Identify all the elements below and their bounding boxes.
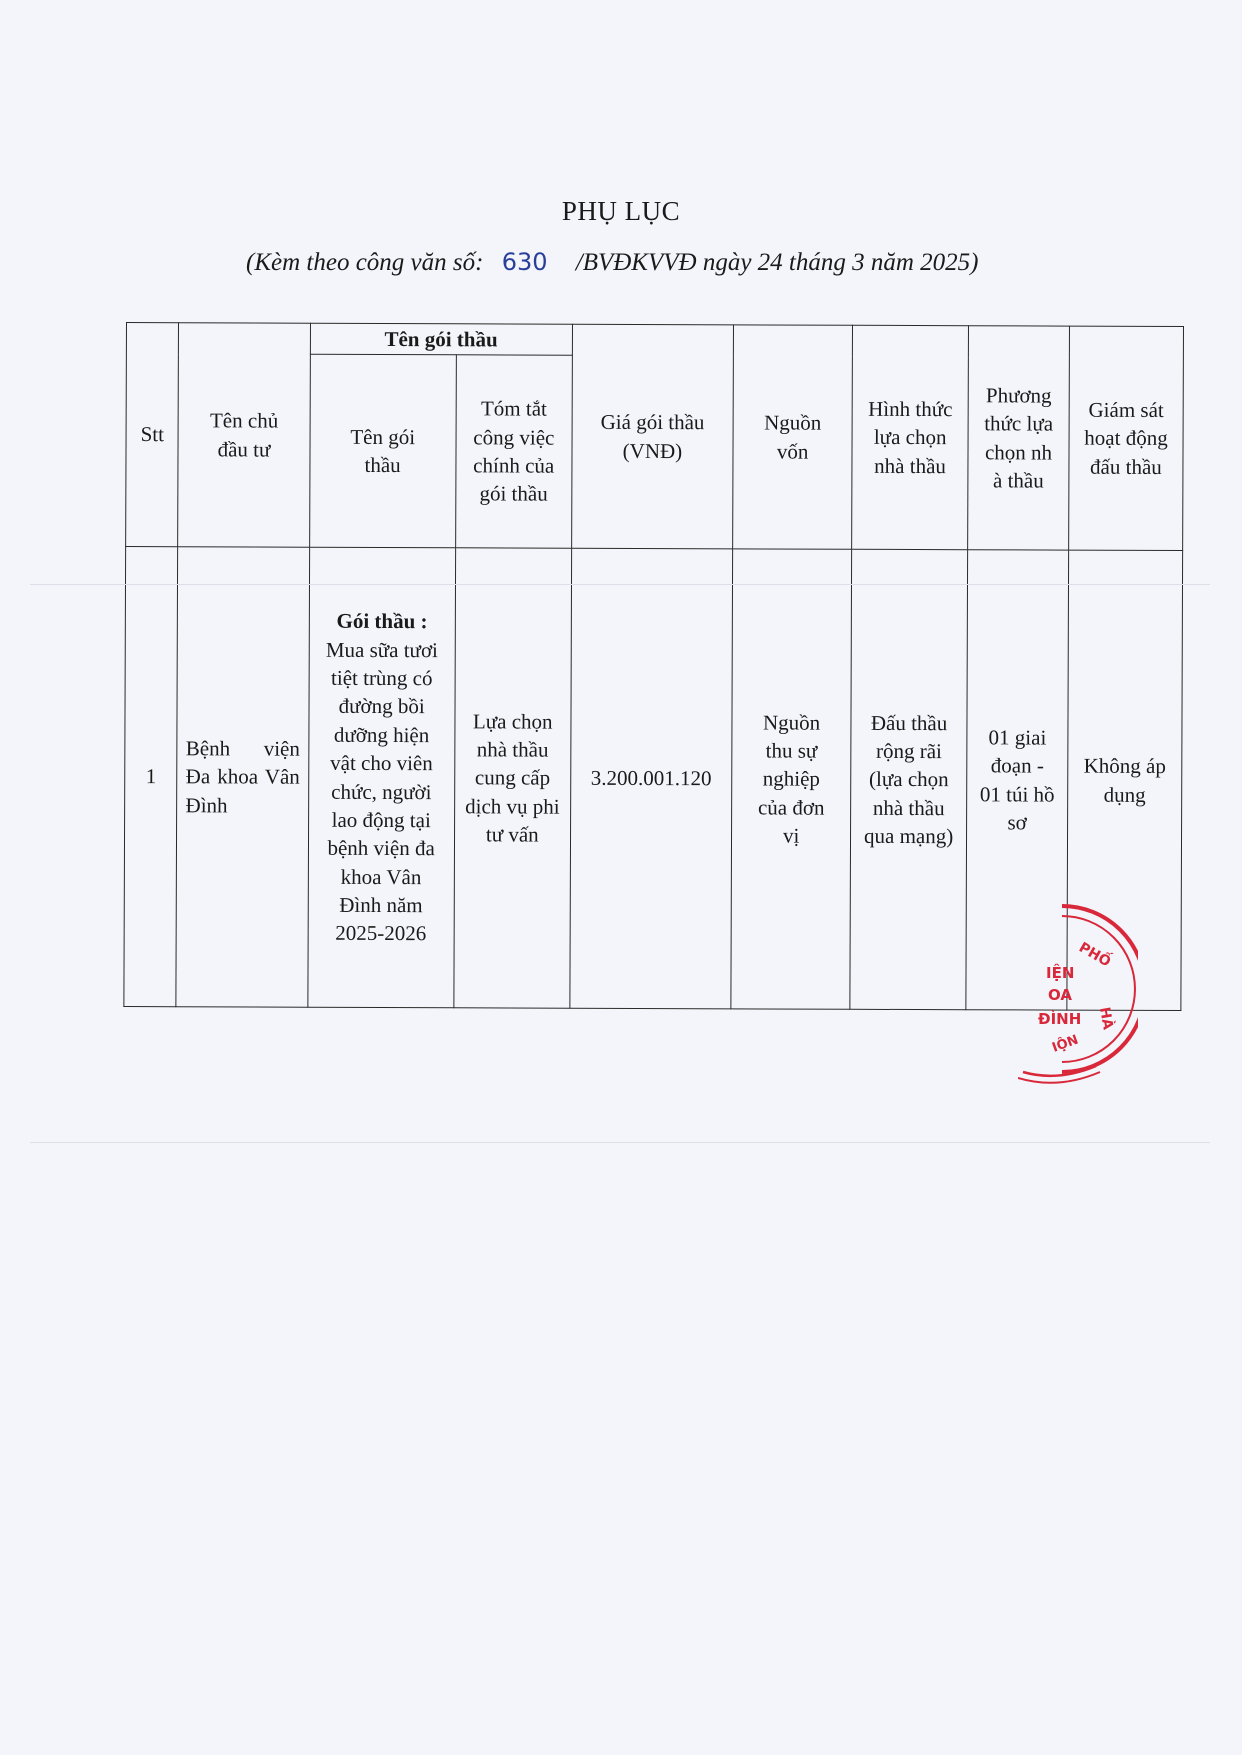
stamp-text: ĐÌNH — [1038, 1010, 1082, 1028]
stamp-text: IỘN — [1050, 1032, 1081, 1056]
scan-fold-line — [30, 584, 1210, 585]
scan-fold-line — [30, 1142, 1210, 1143]
header-package-group: Tên gói thầu — [310, 323, 572, 355]
stamp-text: PHỐ — [1076, 939, 1114, 971]
cell-selection-method: 01 giai đoạn - 01 túi hồ sơ — [966, 550, 1069, 1010]
header-selection-form: Hình thức lựa chọn nhà thầu — [852, 325, 969, 549]
subtitle-suffix: /BVĐKVVĐ ngày 24 tháng 3 năm 2025) — [575, 249, 979, 276]
header-stt: Stt — [126, 323, 179, 547]
cell-investor: Bệnh viện Đa khoa Vân Đình — [176, 547, 309, 1008]
cell-summary: Lựa chọn nhà thầu cung cấp dịch vụ phi tư vấn — [454, 548, 572, 1008]
header-selection-method: Phương thức lựa chọn nhà thầu — [968, 326, 1070, 550]
cell-selection-form: Đấu thầu rộng rãi (lựa chọn nhà thầu qua mạng) — [850, 549, 968, 1009]
stamp-text: IỆN — [1046, 964, 1075, 982]
document-title: PHỤ LỤC — [561, 196, 681, 226]
header-supervision: Giám sát hoạt động đấu thầu — [1069, 326, 1184, 550]
header-package-name: Tên gói thầu — [309, 354, 456, 548]
cell-package — [307, 547, 455, 1008]
cell-fund-source: Nguồn thu sự nghiệp của đơn vị — [731, 549, 852, 1009]
document-subtitle — [246, 248, 1146, 277]
cell-supervision: Không áp dụng — [1067, 550, 1183, 1010]
header-summary: Tóm tắt công việc chính của gói thầu — [455, 355, 572, 548]
red-seal-stamp — [1018, 896, 1138, 1086]
stamp-text: OA — [1048, 986, 1072, 1004]
document-number: 630 — [501, 248, 548, 276]
stamp-text: HÀ — [1096, 1005, 1116, 1031]
subtitle-prefix: (Kèm theo công văn số: — [246, 249, 484, 276]
header-fund-source: Nguồn vốn — [733, 325, 853, 549]
header-price: Giá gói thầu (VNĐ) — [571, 324, 733, 549]
cell-stt: 1 — [124, 547, 178, 1007]
package-label: Gói thầu : — [336, 609, 428, 634]
cell-price: 3.200.001.120 — [570, 548, 733, 1009]
package-name: Mua sữa tươi tiệt trùng có đường bồi dưỡng hiện vật cho viên chức, người lao động tại bệnh viện đa khoa Vân Đình năm 2025-2026 — [325, 637, 438, 946]
header-row-1 — [126, 323, 1183, 358]
header-investor: Tên chủ đầu tư — [178, 323, 310, 548]
